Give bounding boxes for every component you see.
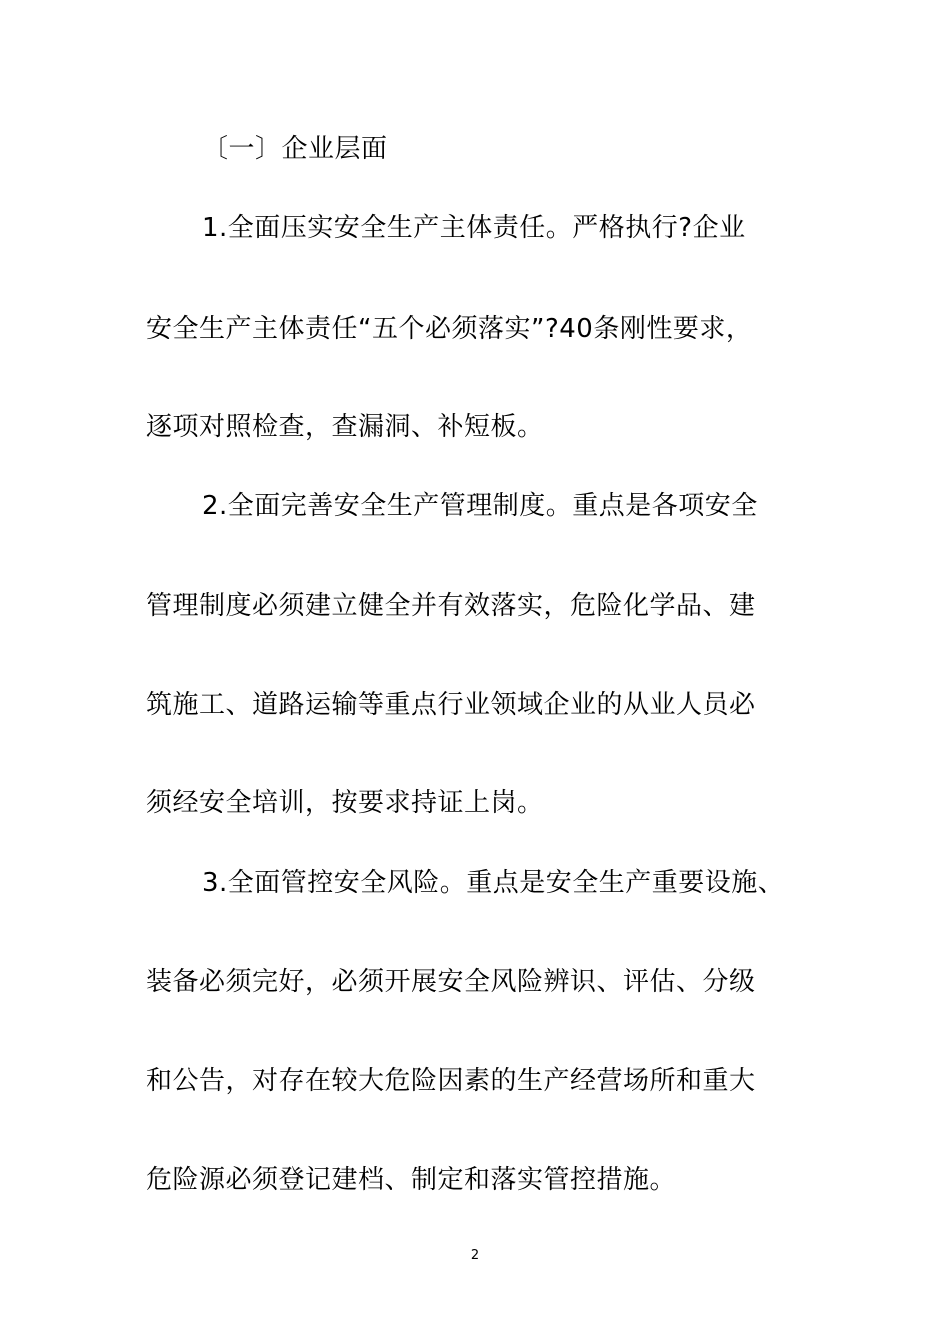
paragraph-3-line-4: 危险源必须登记建档、制定和落实管控措施。 (146, 1165, 677, 1195)
paragraph-1-line-1: 1.全面压实安全生产主体责任。严格执行?企业 (202, 213, 746, 243)
paragraph-1-line-2: 安全生产主体责任“五个必须落实”?40条刚性要求， (146, 314, 753, 344)
paragraph-2-line-2: 管理制度必须建立健全并有效落实，危险化学品、建 (146, 591, 756, 621)
page-number: 2 (470, 1248, 480, 1263)
section-heading: 〔一〕企业层面 (202, 134, 388, 164)
paragraph-3-line-2: 装备必须完好，必须开展安全风险辨识、评估、分级 (146, 967, 756, 997)
paragraph-1-line-3: 逐项对照检查，查漏洞、补短板。 (146, 412, 544, 442)
paragraph-2-line-1: 2.全面完善安全生产管理制度。重点是各项安全 (202, 491, 758, 521)
paragraph-3-line-1: 3.全面管控安全风险。重点是安全生产重要设施、 (202, 868, 785, 898)
paragraph-2-line-3: 筑施工、道路运输等重点行业领域企业的从业人员必 (146, 690, 756, 720)
paragraph-3-line-3: 和公告，对存在较大危险因素的生产经营场所和重大 (146, 1066, 756, 1096)
paragraph-2-line-4: 须经安全培训，按要求持证上岗。 (146, 788, 544, 818)
